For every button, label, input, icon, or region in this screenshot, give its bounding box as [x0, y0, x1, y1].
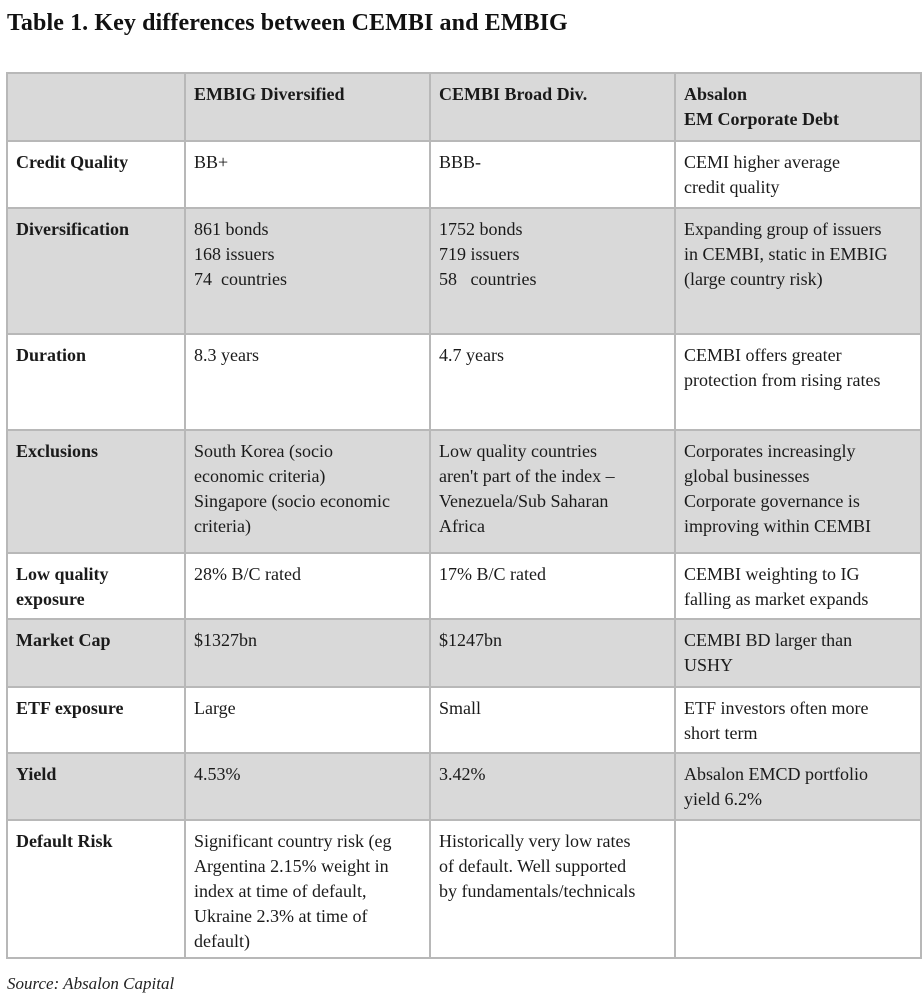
embig-cell	[185, 430, 430, 553]
cell-text: improving within CEMBI	[684, 516, 872, 536]
cell-text: Small	[439, 698, 482, 718]
cell-text: Argentina 2.15% weight in	[194, 856, 389, 876]
cell-text: of default. Well supported	[439, 856, 627, 876]
table-row	[7, 687, 921, 753]
cell-text: $1247bn	[439, 630, 502, 650]
cembi-cell	[430, 820, 675, 958]
cell-text: short term	[684, 723, 758, 743]
row-label: exposure	[16, 589, 85, 609]
embig-cell	[185, 208, 430, 334]
cell-text: 719 issuers	[439, 244, 520, 264]
embig-cell	[185, 334, 430, 430]
cell-text: 1752 bonds	[439, 219, 523, 239]
row-label-cell	[7, 141, 185, 208]
cell-text: 4.53%	[194, 764, 241, 784]
table-row	[7, 141, 921, 208]
header-text: CEMBI Broad Div.	[439, 84, 588, 104]
row-label-cell	[7, 334, 185, 430]
embig-cell	[185, 753, 430, 820]
cell-text: USHY	[684, 655, 734, 675]
cell-text: default)	[194, 931, 250, 951]
cell-text: 8.3 years	[194, 345, 259, 365]
cembi-cell	[430, 141, 675, 208]
cell-text: index at time of default,	[194, 881, 367, 901]
absalon-cell	[675, 753, 921, 820]
comparison-table	[6, 72, 922, 959]
row-label-cell	[7, 208, 185, 334]
header-cell-cembi	[430, 73, 675, 141]
row-label-cell	[7, 553, 185, 619]
cell-text: 861 bonds	[194, 219, 269, 239]
absalon-cell	[675, 553, 921, 619]
table-row	[7, 553, 921, 619]
cell-text: 28% B/C rated	[194, 564, 301, 584]
cell-text: CEMBI BD larger than	[684, 630, 853, 650]
row-label-cell	[7, 687, 185, 753]
row-label: Exclusions	[16, 441, 99, 461]
cell-text: ETF investors often more	[684, 698, 869, 718]
cell-text: 17% B/C rated	[439, 564, 546, 584]
header-text: Absalon	[684, 84, 748, 104]
cell-text: BB+	[194, 152, 229, 172]
cell-text: South Korea (socio	[194, 441, 333, 461]
cembi-cell	[430, 553, 675, 619]
source-note: Source: Absalon Capital	[7, 974, 175, 993]
embig-cell	[185, 553, 430, 619]
cell-text: Large	[194, 698, 236, 718]
table-header-row	[7, 73, 921, 141]
absalon-cell	[675, 820, 921, 958]
table-row	[7, 753, 921, 820]
table-row	[7, 619, 921, 687]
cell-text: Corporate governance is	[684, 491, 860, 511]
cell-text: economic criteria)	[194, 466, 326, 486]
cell-text: by fundamentals/technicals	[439, 881, 636, 901]
cell-text: Historically very low rates	[439, 831, 631, 851]
cell-text: 168 issuers	[194, 244, 275, 264]
embig-cell	[185, 687, 430, 753]
absalon-cell	[675, 687, 921, 753]
absalon-cell	[675, 619, 921, 687]
cembi-cell	[430, 334, 675, 430]
row-label: Diversification	[16, 219, 129, 239]
cell-text: CEMBI offers greater	[684, 345, 842, 365]
cell-text: Low quality countries	[439, 441, 597, 461]
cembi-cell	[430, 753, 675, 820]
row-label-cell	[7, 619, 185, 687]
row-label: ETF exposure	[16, 698, 124, 718]
absalon-cell	[675, 430, 921, 553]
cell-text: credit quality	[684, 177, 780, 197]
cell-text: Absalon EMCD portfolio	[684, 764, 868, 784]
table-row	[7, 208, 921, 334]
cell-text: Corporates increasingly	[684, 441, 856, 461]
header-cell-absalon	[675, 73, 921, 141]
cell-text: Singapore (socio economic	[194, 491, 390, 511]
row-label: Market Cap	[16, 630, 111, 650]
cell-text: 4.7 years	[439, 345, 504, 365]
header-text: EM Corporate Debt	[684, 109, 839, 129]
cembi-cell	[430, 208, 675, 334]
cembi-cell	[430, 687, 675, 753]
embig-cell	[185, 820, 430, 958]
row-label: Low quality	[16, 564, 109, 584]
cembi-cell	[430, 619, 675, 687]
table-row	[7, 430, 921, 553]
cell-text: global businesses	[684, 466, 810, 486]
row-label: Default Risk	[16, 831, 113, 851]
absalon-cell	[675, 208, 921, 334]
header-text: EMBIG Diversified	[194, 84, 345, 104]
embig-cell	[185, 619, 430, 687]
cell-text: 74 countries	[194, 269, 287, 289]
table-title: Table 1. Key differences between CEMBI and EMBIG	[7, 10, 568, 36]
row-label-cell	[7, 820, 185, 958]
cell-text: falling as market expands	[684, 589, 869, 609]
table-row	[7, 334, 921, 430]
cell-text: 58 countries	[439, 269, 537, 289]
cell-text: 3.42%	[439, 764, 486, 784]
cell-text: in CEMBI, static in EMBIG	[684, 244, 888, 264]
cell-text: Significant country risk (eg	[194, 831, 392, 851]
cell-text: Expanding group of issuers	[684, 219, 882, 239]
header-cell-embig	[185, 73, 430, 141]
row-label: Credit Quality	[16, 152, 129, 172]
row-label: Duration	[16, 345, 87, 365]
embig-cell	[185, 141, 430, 208]
cell-text: yield 6.2%	[684, 789, 762, 809]
cell-text: CEMI higher average	[684, 152, 840, 172]
cell-text: Venezuela/Sub Saharan	[439, 491, 609, 511]
row-label-cell	[7, 753, 185, 820]
cell-text: BBB-	[439, 152, 482, 172]
table-row	[7, 820, 921, 958]
absalon-cell	[675, 141, 921, 208]
cell-text: $1327bn	[194, 630, 257, 650]
cell-text: Africa	[439, 516, 485, 536]
cell-text: criteria)	[194, 516, 251, 536]
row-label: Yield	[16, 764, 57, 784]
cell-text: protection from rising rates	[684, 370, 881, 390]
row-label-cell	[7, 430, 185, 553]
cembi-cell	[430, 430, 675, 553]
cell-text: Ukraine 2.3% at time of	[194, 906, 368, 926]
cell-text: CEMBI weighting to IG	[684, 564, 860, 584]
absalon-cell	[675, 334, 921, 430]
cell-text: (large country risk)	[684, 269, 823, 289]
header-cell-empty	[7, 73, 185, 141]
cell-text: aren't part of the index –	[439, 466, 615, 486]
